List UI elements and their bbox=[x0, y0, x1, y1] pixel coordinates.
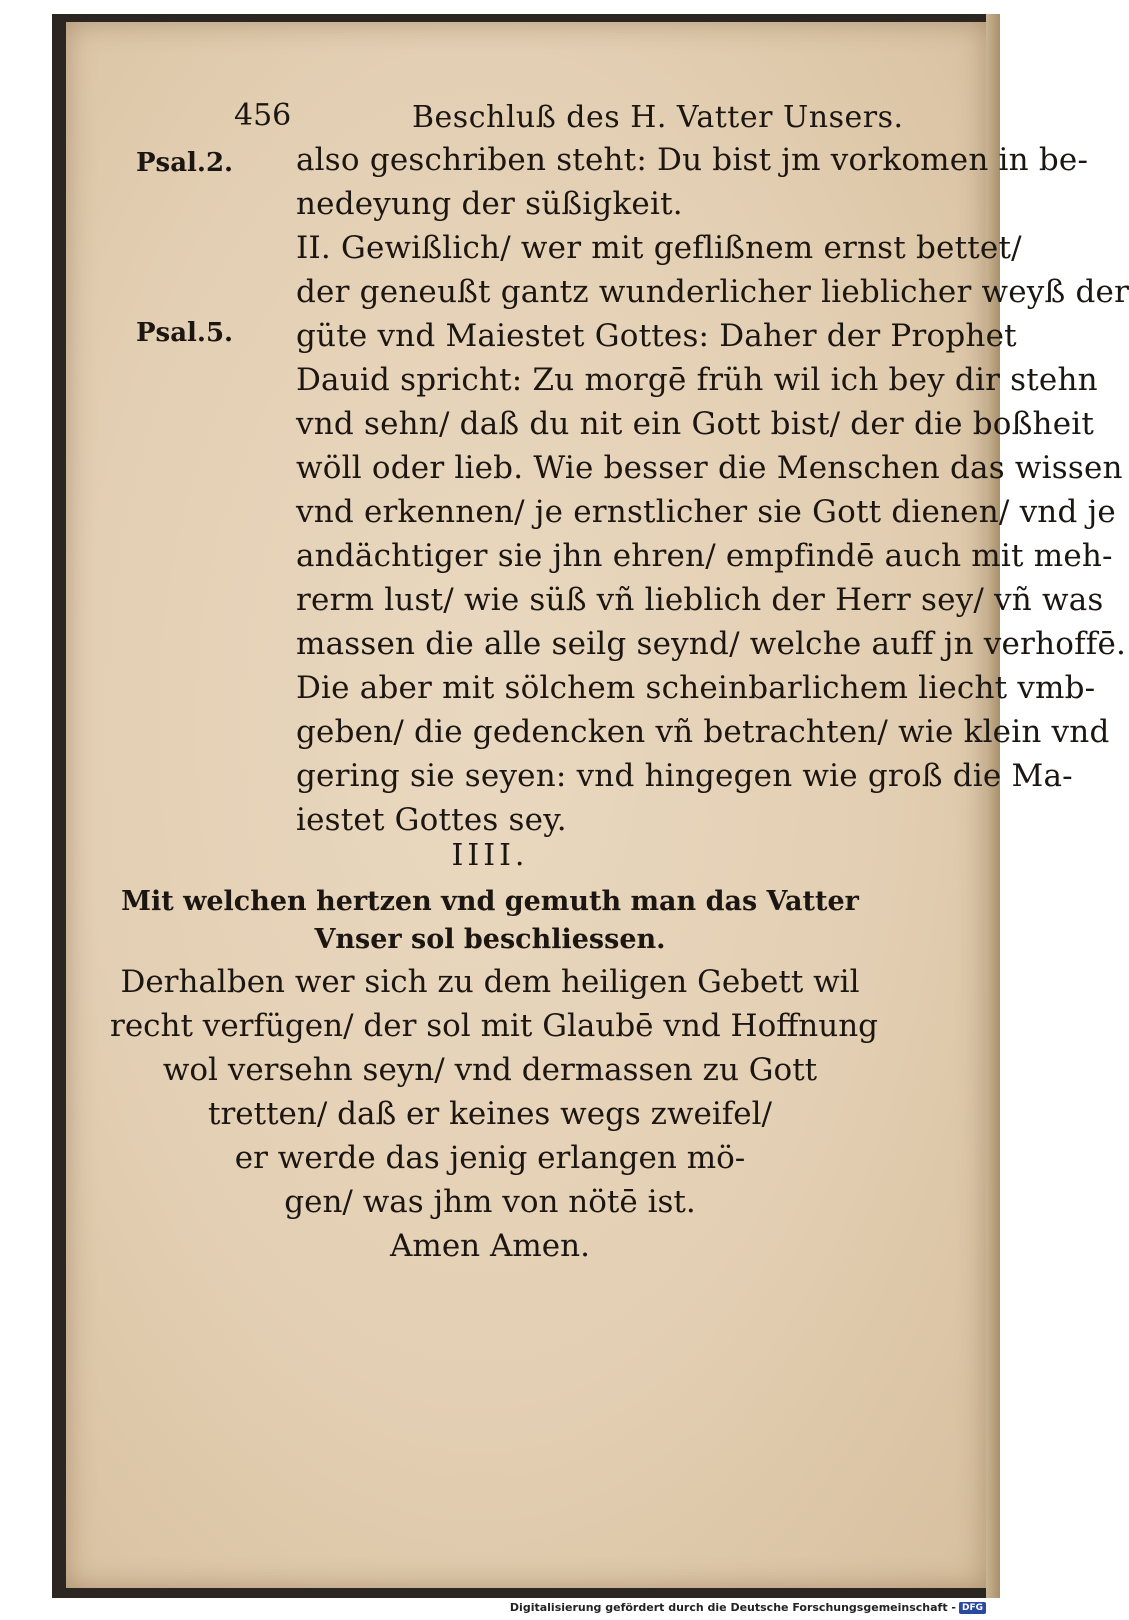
text-line: gering sie seyen: vnd hingegen wie groß die Ma- bbox=[296, 758, 1073, 794]
text-line: Derhalben wer sich zu dem heiligen Gebett wil bbox=[120, 964, 860, 1000]
text-line: Dauid spricht: Zu morgē früh wil ich bey dir stehn bbox=[296, 362, 1098, 398]
credit-text: Digitalisierung gefördert durch die Deutsche Forschungsgemeinschaft - bbox=[509, 1601, 956, 1614]
text-line: iestet Gottes sey. bbox=[296, 802, 567, 838]
text-line: gen/ was jhm von nötē ist. bbox=[284, 1184, 696, 1220]
text-line: er werde das jenig erlangen mö- bbox=[234, 1140, 746, 1176]
text-line: andächtiger sie jhn ehren/ empfindē auch mit meh- bbox=[296, 538, 1113, 574]
running-title: Beschluß des H. Vatter Unsers. bbox=[412, 100, 904, 135]
text-line: vnd erkennen/ je ernstlicher sie Gott dienen/ vnd je bbox=[296, 494, 1116, 530]
text-line: also geschriben steht: Du bist jm vorkomen in be- bbox=[296, 142, 1089, 178]
text-line: tretten/ daß er keines wegs zweifel/ bbox=[208, 1096, 772, 1132]
dfg-logo: DFG bbox=[959, 1602, 986, 1614]
section-subtitle: Vnser sol beschliessen. bbox=[314, 924, 666, 955]
text-line: vnd sehn/ daß du nit ein Gott bist/ der die boßheit bbox=[296, 406, 1095, 442]
text-line: Amen Amen. bbox=[390, 1228, 590, 1264]
section-subtitle: Mit welchen hertzen vnd gemuth man das Vatter bbox=[121, 886, 859, 917]
text-line: der geneußt gantz wunderlicher lieblicher weyß der bbox=[296, 274, 1129, 310]
text-line: rerm lust/ wie süß vñ lieblich der Herr sey/ vñ was bbox=[296, 582, 1104, 618]
page-number: 456 bbox=[234, 98, 292, 133]
margin-note: Psal.5. bbox=[136, 318, 234, 348]
text-line: Die aber mit sölchem scheinbarlichem liecht vmb- bbox=[296, 670, 1096, 706]
text-line: II. Gewißlich/ wer mit geflißnem ernst bettet/ bbox=[296, 230, 1022, 266]
text-line: recht verfügen/ der sol mit Glaubē vnd Hoffnung bbox=[110, 1008, 879, 1044]
text-line: wöll oder lieb. Wie besser die Menschen das wissen bbox=[296, 450, 1123, 486]
digitization-credit bbox=[510, 1601, 986, 1614]
margin-note: Psal.2. bbox=[136, 148, 234, 178]
text-line: nedeyung der süßigkeit. bbox=[296, 186, 683, 222]
text-line: güte vnd Maiestet Gottes: Daher der Prophet bbox=[296, 318, 1017, 354]
text-line: geben/ die gedencken vñ betrachten/ wie klein vnd bbox=[296, 714, 1110, 750]
text-line: wol versehn seyn/ vnd dermassen zu Gott bbox=[162, 1052, 818, 1088]
section-number: IIII. bbox=[451, 838, 529, 873]
text-line: massen die alle seilg seynd/ welche auff jn verhoffē. bbox=[296, 626, 1127, 662]
